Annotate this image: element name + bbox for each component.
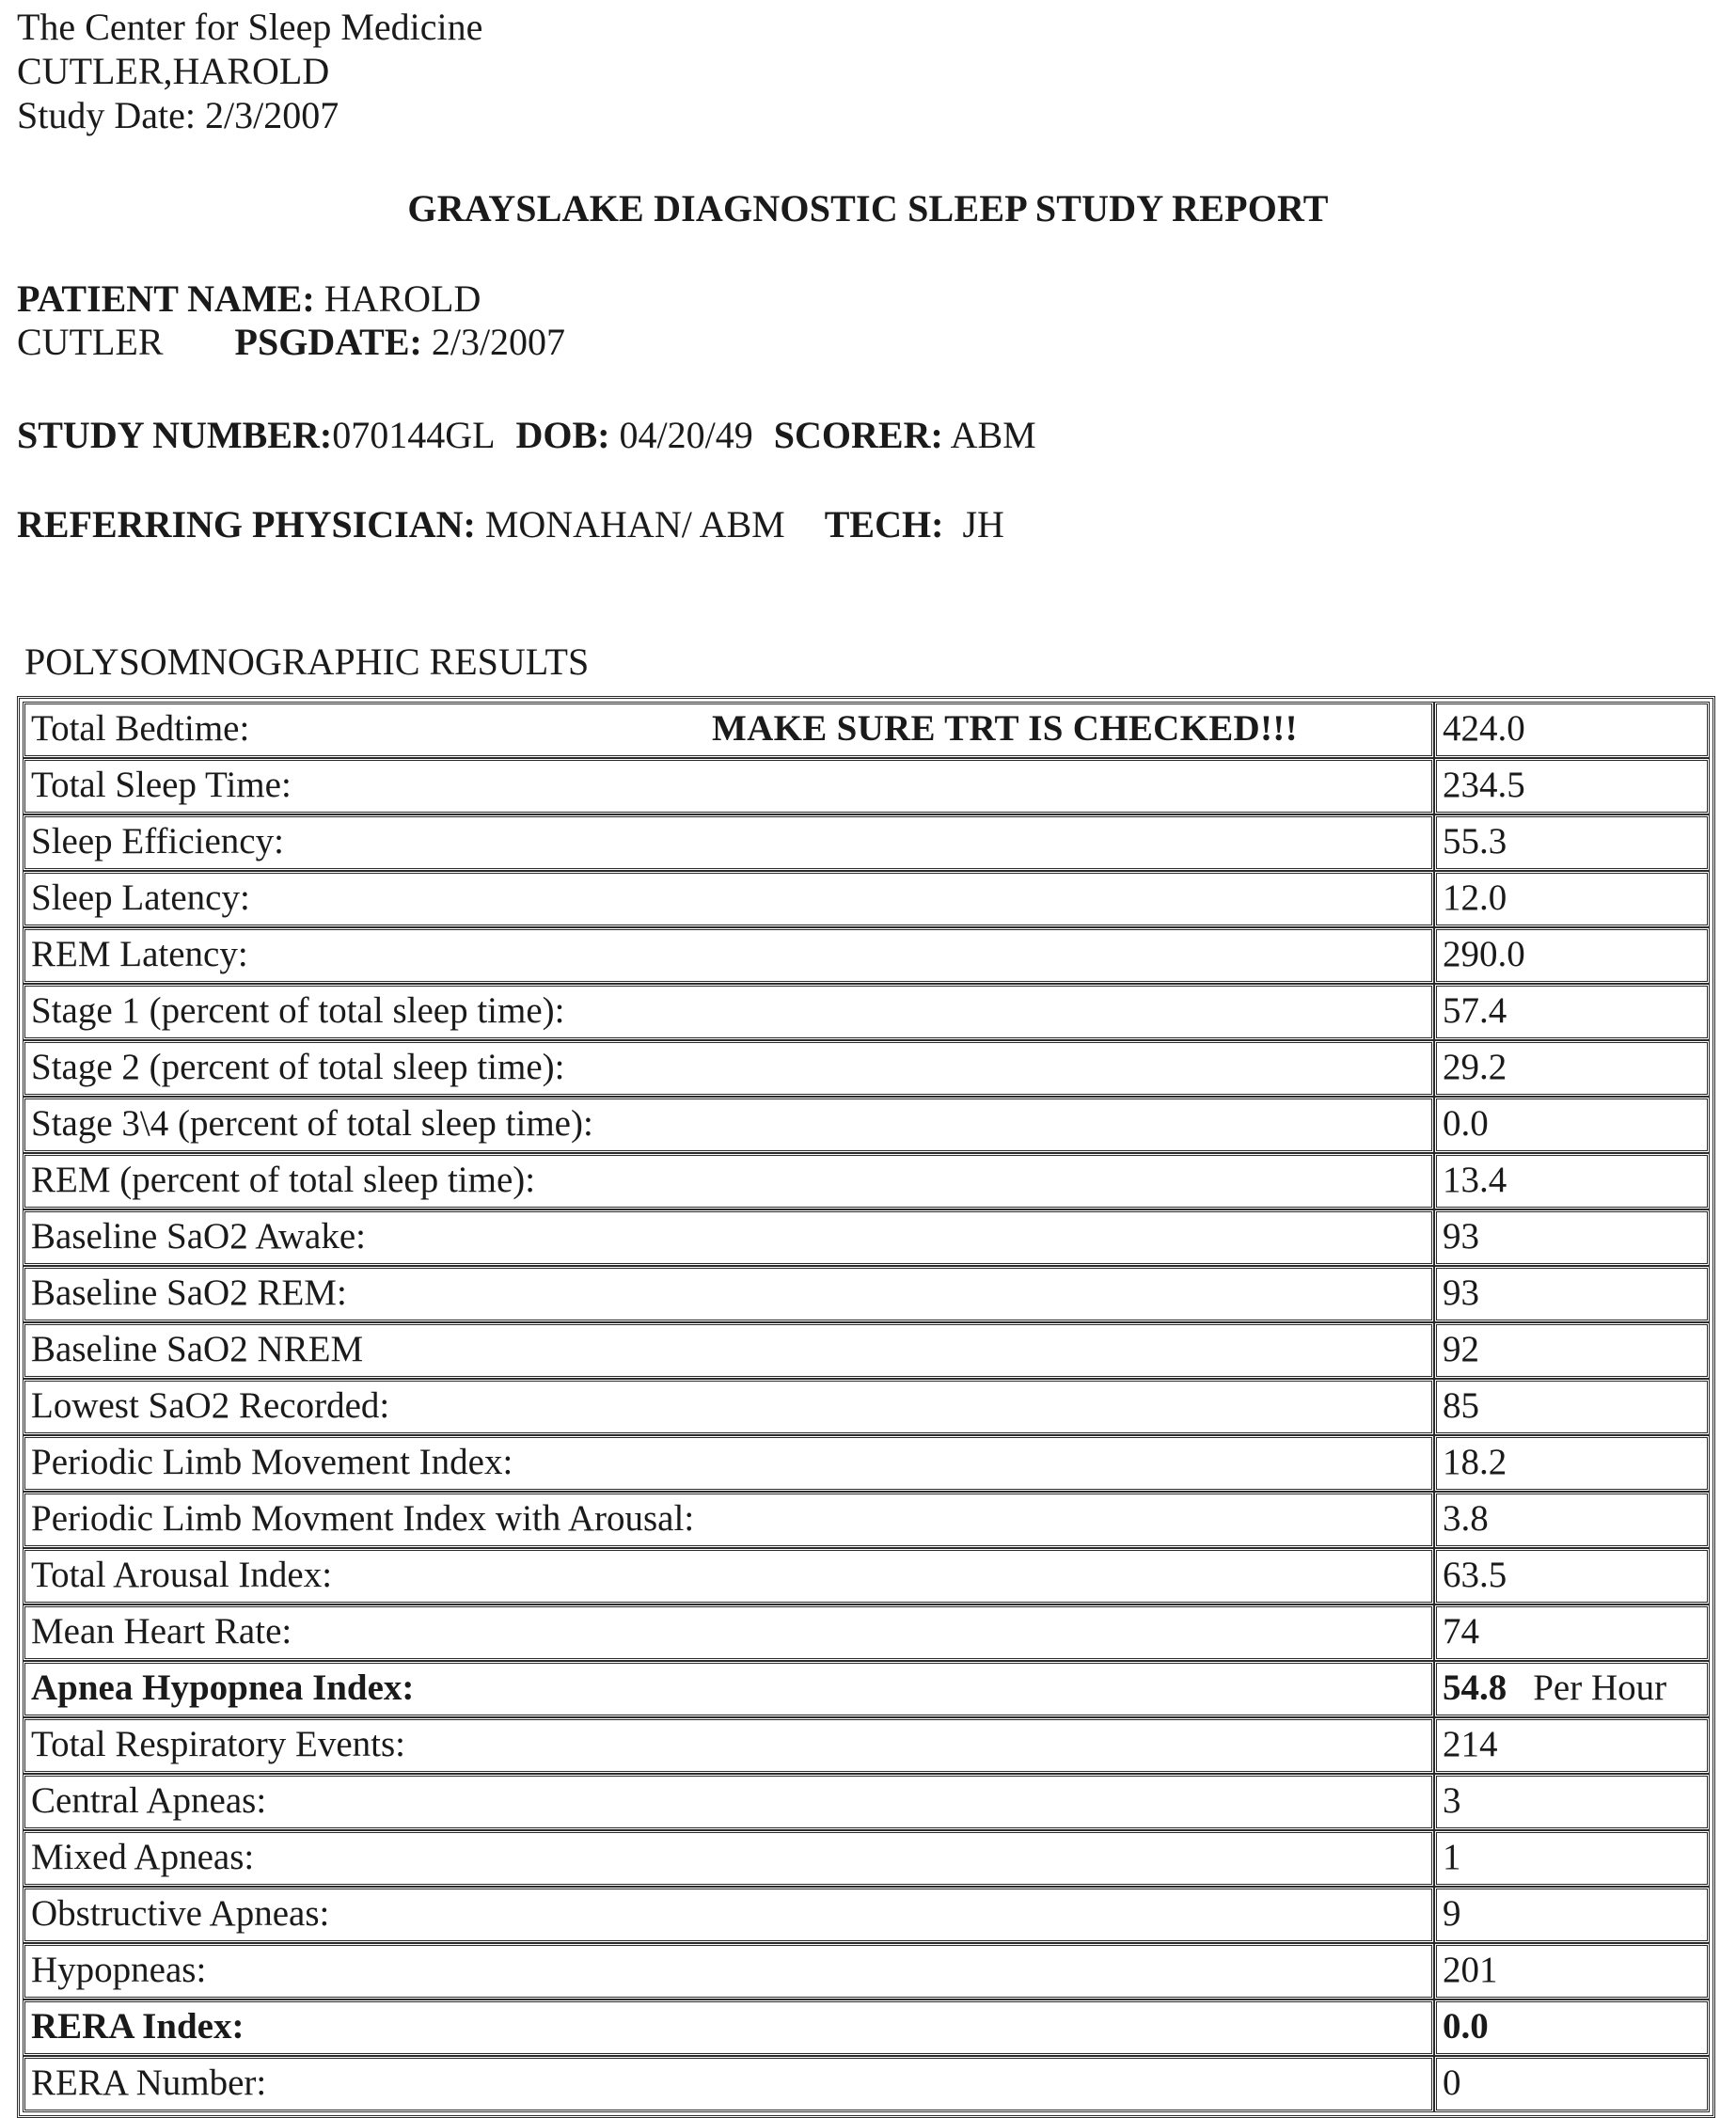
row-label	[23, 1209, 1434, 1266]
row-value-text: 424.0	[1442, 708, 1525, 749]
table-row	[23, 1266, 1710, 1322]
row-label	[23, 1548, 1434, 1604]
row-label-text: Sleep Efficiency:	[31, 821, 284, 861]
row-value	[1434, 1604, 1710, 1661]
row-value-text: 9	[1442, 1893, 1461, 1934]
row-value	[1434, 927, 1710, 984]
clinic-name: The Center for Sleep Medicine	[17, 6, 483, 48]
row-label	[23, 1887, 1434, 1943]
row-label-text: Stage 3\4 (percent of total sleep time):	[31, 1103, 593, 1144]
row-value-text: 54.8	[1442, 1668, 1507, 1708]
row-value-text: 0.0	[1442, 1103, 1489, 1144]
row-label-text: Baseline SaO2 Awake:	[31, 1216, 367, 1257]
row-label	[23, 1943, 1434, 1999]
patient-name-label: PATIENT NAME:	[17, 277, 315, 320]
patient-name-value: HAROLD	[314, 277, 481, 320]
row-value-text: 85	[1442, 1385, 1479, 1426]
row-value	[1434, 1492, 1710, 1548]
row-value-text: 0.0	[1442, 2006, 1489, 2047]
table-row	[23, 1322, 1710, 1379]
table-row	[23, 1830, 1710, 1887]
dob-value: 04/20/49	[609, 414, 753, 456]
row-label	[23, 1774, 1434, 1830]
row-value	[1434, 1774, 1710, 1830]
row-value-text: 93	[1442, 1272, 1479, 1313]
row-value-text: 0	[1442, 2063, 1461, 2103]
row-value	[1434, 1548, 1710, 1604]
psgdate-label: PSGDATE:	[234, 321, 422, 363]
row-label	[23, 1830, 1434, 1887]
row-value	[1434, 758, 1710, 814]
row-value-text: 92	[1442, 1329, 1479, 1369]
row-label-text: Total Respiratory Events:	[31, 1724, 406, 1764]
row-value	[1434, 1379, 1710, 1435]
row-label	[23, 1604, 1434, 1661]
table-row	[23, 702, 1710, 758]
row-label-text: Hypopneas:	[31, 1950, 207, 1990]
table-row	[23, 927, 1710, 984]
row-label-text: REM Latency:	[31, 934, 248, 974]
results-section-title: POLYSOMNOGRAPHIC RESULTS	[24, 640, 590, 683]
row-label	[23, 1153, 1434, 1209]
row-label-text: Sleep Latency:	[31, 877, 250, 918]
patient-name-line2	[17, 321, 565, 364]
row-value	[1434, 1999, 1710, 2056]
row-value	[1434, 1209, 1710, 1266]
row-value	[1434, 1661, 1710, 1717]
row-label	[23, 1435, 1434, 1492]
row-value-text: 12.0	[1442, 877, 1507, 918]
row-value	[1434, 1153, 1710, 1209]
row-value	[1434, 1266, 1710, 1322]
row-label	[23, 1097, 1434, 1153]
row-value	[1434, 814, 1710, 871]
row-value	[1434, 1943, 1710, 1999]
referring-label: REFERRING PHYSICIAN:	[17, 503, 476, 545]
tech-value: JH	[943, 503, 1004, 545]
table-row	[23, 1887, 1710, 1943]
row-value-text: 214	[1442, 1724, 1498, 1764]
table-row	[23, 1097, 1710, 1153]
row-label	[23, 871, 1434, 927]
row-label	[23, 1040, 1434, 1097]
referring-value: MONAHAN/ ABM	[475, 503, 785, 545]
table-row	[23, 871, 1710, 927]
row-label-text: Stage 2 (percent of total sleep time):	[31, 1047, 565, 1087]
row-value	[1434, 871, 1710, 927]
row-label	[23, 1661, 1434, 1717]
row-label-text: REM (percent of total sleep time):	[31, 1160, 536, 1200]
dob-label: DOB:	[515, 414, 610, 456]
row-value-text: 18.2	[1442, 1442, 1507, 1482]
row-label-text: RERA Index:	[31, 2006, 245, 2047]
scorer-label: SCORER:	[773, 414, 943, 456]
row-label-text: Mixed Apneas:	[31, 1837, 255, 1877]
row-value-text: 1	[1442, 1837, 1461, 1877]
row-value	[1434, 702, 1710, 758]
table-row	[23, 1040, 1710, 1097]
row-label-text: Periodic Limb Movment Index with Arousal:	[31, 1498, 695, 1539]
referring-line	[17, 503, 1004, 546]
row-label-text: Baseline SaO2 REM:	[31, 1272, 347, 1313]
row-label	[23, 984, 1434, 1040]
row-value	[1434, 2056, 1710, 2112]
row-label	[23, 758, 1434, 814]
patient-name-line	[17, 277, 481, 321]
row-label-text: Mean Heart Rate:	[31, 1611, 292, 1652]
table-row	[23, 1943, 1710, 1999]
table-row	[23, 2056, 1710, 2112]
row-value-text: 3	[1442, 1780, 1461, 1821]
study-number-value: 070144GL	[332, 414, 496, 456]
tech-label: TECH:	[824, 503, 944, 545]
table-row	[23, 814, 1710, 871]
results-table	[17, 696, 1715, 2118]
row-value-text: 74	[1442, 1611, 1479, 1652]
row-value	[1434, 1830, 1710, 1887]
table-row	[23, 1661, 1710, 1717]
row-value-text: 55.3	[1442, 821, 1507, 861]
scorer-value: ABM	[942, 414, 1036, 456]
row-value-text: 3.8	[1442, 1498, 1489, 1539]
table-row	[23, 1604, 1710, 1661]
row-label-text: Total Bedtime:	[31, 708, 250, 749]
row-label	[23, 1492, 1434, 1548]
row-label	[23, 1266, 1434, 1322]
row-label	[23, 2056, 1434, 2112]
row-label-text: Baseline SaO2 NREM	[31, 1329, 364, 1369]
table-row	[23, 1379, 1710, 1435]
table-row	[23, 1999, 1710, 2056]
row-value-text: 93	[1442, 1216, 1479, 1257]
table-row	[23, 1548, 1710, 1604]
row-label-text: Periodic Limb Movement Index:	[31, 1442, 513, 1482]
row-label-text: Total Arousal Index:	[31, 1555, 333, 1595]
patient-surname: CUTLER	[17, 321, 164, 363]
row-value	[1434, 1040, 1710, 1097]
table-row	[23, 1435, 1710, 1492]
row-value-text: 234.5	[1442, 765, 1525, 805]
trt-note: MAKE SURE TRT IS CHECKED!!!	[712, 708, 1298, 749]
row-label-text: Apnea Hypopnea Index:	[31, 1668, 415, 1708]
row-value-text: 63.5	[1442, 1555, 1507, 1595]
row-value	[1434, 1097, 1710, 1153]
psgdate-value: 2/3/2007	[421, 321, 566, 363]
table-row	[23, 1153, 1710, 1209]
row-label-text: Total Sleep Time:	[31, 765, 292, 805]
patient-header: CUTLER,HAROLD	[17, 50, 330, 92]
row-value	[1434, 1887, 1710, 1943]
table-row	[23, 758, 1710, 814]
row-label	[23, 702, 1434, 758]
table-row	[23, 984, 1710, 1040]
row-unit: Per Hour	[1533, 1668, 1667, 1708]
row-label-text: Lowest SaO2 Recorded:	[31, 1385, 390, 1426]
row-label-text: Obstructive Apneas:	[31, 1893, 330, 1934]
report-title: GRAYSLAKE DIAGNOSTIC SLEEP STUDY REPORT	[407, 187, 1329, 229]
row-label-text: Central Apneas:	[31, 1780, 267, 1821]
row-value-text: 201	[1442, 1950, 1498, 1990]
table-row	[23, 1717, 1710, 1774]
row-value-text: 290.0	[1442, 934, 1525, 974]
row-label	[23, 1999, 1434, 2056]
row-value-text: 29.2	[1442, 1047, 1507, 1087]
row-value	[1434, 1717, 1710, 1774]
row-label	[23, 814, 1434, 871]
study-number-line	[17, 414, 1036, 457]
table-row	[23, 1774, 1710, 1830]
study-number-label: STUDY NUMBER:	[17, 414, 333, 456]
table-row	[23, 1492, 1710, 1548]
row-value	[1434, 1322, 1710, 1379]
row-value	[1434, 984, 1710, 1040]
row-label	[23, 927, 1434, 984]
row-label	[23, 1717, 1434, 1774]
row-label	[23, 1379, 1434, 1435]
row-label-text: Stage 1 (percent of total sleep time):	[31, 990, 565, 1031]
row-value-text: 57.4	[1442, 990, 1507, 1031]
row-value	[1434, 1435, 1710, 1492]
row-label	[23, 1322, 1434, 1379]
row-value-text: 13.4	[1442, 1160, 1507, 1200]
row-label-text: RERA Number:	[31, 2063, 267, 2103]
study-date: Study Date: 2/3/2007	[17, 94, 339, 136]
table-row	[23, 1209, 1710, 1266]
